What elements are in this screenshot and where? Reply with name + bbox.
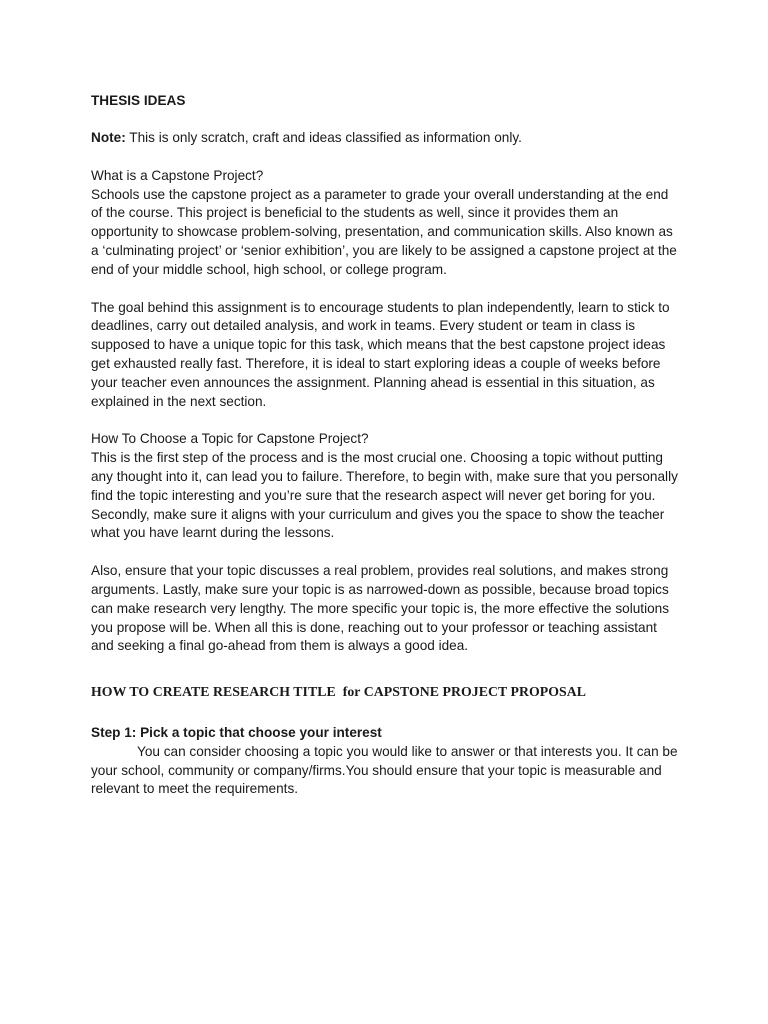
choose-topic-paragraph: This is the first step of the process and is the most crucial one. Choosing a topic without putting any thought into it, can lead you to failure. Therefore, to begin with, make sure that you personally find the topic interesting and you’re sure that the research aspect will never get boring for you. Secondly, make sure it aligns with your curriculum and gives you the space to show the teacher what you have learnt during the lessons. [91, 450, 678, 541]
step-1-text: You can consider choosing a topic you would like to answer or that interests you. It can be your school, community or company/firms.You should ensure that your topic is measurable and relevant to meet the requirements. [91, 743, 678, 797]
document-title: THESIS IDEAS [91, 93, 186, 108]
note-text: This is only scratch, craft and ideas classified as information only. [125, 130, 522, 145]
research-title-section [91, 683, 681, 799]
choose-topic-section [91, 430, 681, 656]
document-body [91, 92, 681, 799]
capstone-goal-paragraph: The goal behind this assignment is to encourage students to plan independently, learn to stick to deadlines, carry out detailed analysis, and work in teams. Every student or team in class is supposed to have a unique topic for this task, which means that the best capstone project ideas get exhausted really fast. Therefore, it is ideal to start exploring ideas a couple of weeks before your teacher even announces the assignment. Planning ahead is essential in this situation, as explained in the next section. [91, 299, 670, 409]
topic-criteria-paragraph: Also, ensure that your topic discusses a real problem, provides real solutions, and makes strong arguments. Lastly, make sure your topic is as narrowed-down as possible, because broad topics can make research very lengthy. The more specific your topic is, the more effective the solutions you propose will be. When all this is done, reaching out to your professor or teaching assistant and seeking a final go-ahead from them is always a good idea. [91, 563, 670, 654]
note-label: Note: [91, 130, 126, 145]
step-1-heading: Step 1: Pick a topic that choose your interest [91, 724, 382, 740]
capstone-definition-section [91, 167, 681, 412]
capstone-question: What is a Capstone Project? [91, 167, 264, 183]
capstone-definition-paragraph: Schools use the capstone project as a parameter to grade your overall understanding at the end of the course. This project is beneficial to the students as well, since it provides them an opportunity to showcase problem-solving, presentation, and communication skills. Also known as a ‘culminating project’ or ‘senior exhibition’, you are likely to be assigned a capstone project at the end of your middle school, high school, or college program. [91, 186, 677, 277]
choose-topic-question: How To Choose a Topic for Capstone Project? [91, 431, 369, 447]
note-line [91, 129, 681, 148]
research-title-heading: HOW TO CREATE RESEARCH TITLE for CAPSTONE PROJECT PROPOSAL [91, 684, 587, 700]
